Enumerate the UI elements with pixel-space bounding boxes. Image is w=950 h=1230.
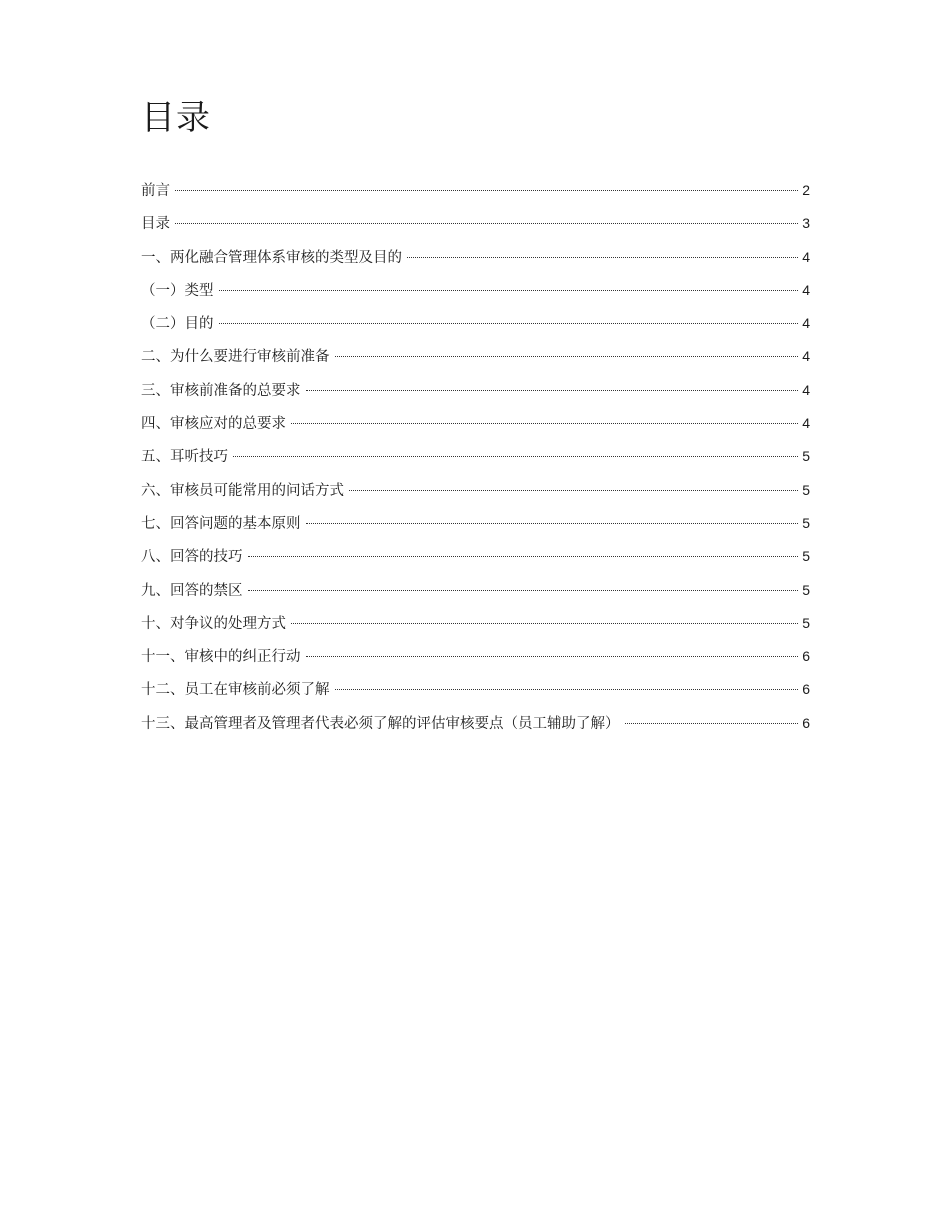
toc-entry-title: 十、对争议的处理方式 xyxy=(141,615,286,632)
toc-entry-title: 七、回答问题的基本原则 xyxy=(141,515,301,532)
toc-dot-leader xyxy=(335,356,799,357)
table-of-contents xyxy=(141,177,810,743)
toc-entry[interactable] xyxy=(141,277,810,310)
toc-entry[interactable] xyxy=(141,377,810,410)
toc-dot-leader xyxy=(625,723,799,724)
toc-dot-leader xyxy=(219,290,799,291)
toc-dot-leader xyxy=(407,257,798,258)
toc-entry[interactable] xyxy=(141,177,810,210)
toc-dot-leader xyxy=(306,390,799,391)
toc-dot-leader xyxy=(233,456,798,457)
toc-page-number: 6 xyxy=(802,648,810,665)
toc-page-number: 5 xyxy=(802,581,810,598)
toc-page-number: 5 xyxy=(802,614,810,631)
toc-entry[interactable] xyxy=(141,710,810,743)
toc-entry[interactable] xyxy=(141,610,810,643)
toc-page-number: 4 xyxy=(802,248,810,265)
toc-page-number: 3 xyxy=(802,215,810,232)
toc-page-number: 5 xyxy=(802,514,810,531)
toc-dot-leader xyxy=(175,223,798,224)
toc-entry[interactable] xyxy=(141,643,810,676)
toc-entry-title: 八、回答的技巧 xyxy=(141,549,243,566)
toc-page-number: 6 xyxy=(802,681,810,698)
toc-page-number: 5 xyxy=(802,481,810,498)
toc-dot-leader xyxy=(306,523,799,524)
toc-page-number: 5 xyxy=(802,548,810,565)
toc-entry[interactable] xyxy=(141,510,810,543)
toc-dot-leader xyxy=(219,323,799,324)
toc-entry-title: （二）目的 xyxy=(141,316,214,333)
toc-entry-title: 十一、审核中的纠正行动 xyxy=(141,649,301,666)
toc-dot-leader xyxy=(175,190,798,191)
toc-entry[interactable] xyxy=(141,676,810,709)
toc-entry[interactable] xyxy=(141,543,810,576)
toc-entry-title: 九、回答的禁区 xyxy=(141,582,243,599)
toc-page-number: 4 xyxy=(802,348,810,365)
toc-entry-title: 五、耳听技巧 xyxy=(141,449,228,466)
toc-entry[interactable] xyxy=(141,244,810,277)
toc-dot-leader xyxy=(291,423,798,424)
toc-entry-title: 十二、员工在审核前必须了解 xyxy=(141,682,330,699)
toc-entry-title: 目录 xyxy=(141,216,170,233)
toc-dot-leader xyxy=(248,556,799,557)
toc-page-number: 4 xyxy=(802,281,810,298)
toc-entry[interactable] xyxy=(141,577,810,610)
toc-page-number: 4 xyxy=(802,415,810,432)
toc-page-number: 4 xyxy=(802,315,810,332)
toc-entry[interactable] xyxy=(141,443,810,476)
toc-entry[interactable] xyxy=(141,210,810,243)
toc-entry-title: 一、两化融合管理体系审核的类型及目的 xyxy=(141,249,402,266)
toc-page-number: 4 xyxy=(802,381,810,398)
toc-dot-leader xyxy=(349,490,798,491)
toc-entry[interactable] xyxy=(141,410,810,443)
toc-entry[interactable] xyxy=(141,343,810,376)
toc-dot-leader xyxy=(248,590,799,591)
toc-entry-title: 十三、最高管理者及管理者代表必须了解的评估审核要点（员工辅助了解） xyxy=(141,715,620,732)
toc-entry-title: 四、审核应对的总要求 xyxy=(141,416,286,433)
toc-page-number: 5 xyxy=(802,448,810,465)
toc-entry[interactable] xyxy=(141,477,810,510)
toc-page-number: 2 xyxy=(802,182,810,198)
toc-entry-title: 六、审核员可能常用的问话方式 xyxy=(141,482,344,499)
toc-entry-title: 二、为什么要进行审核前准备 xyxy=(141,349,330,366)
toc-dot-leader xyxy=(291,623,798,624)
toc-entry-title: （一）类型 xyxy=(141,282,214,299)
toc-entry-title: 前言 xyxy=(141,183,170,199)
toc-page-number: 6 xyxy=(802,714,810,731)
toc-dot-leader xyxy=(306,656,799,657)
page-title: 目录 xyxy=(141,98,211,138)
toc-entry-title: 三、审核前准备的总要求 xyxy=(141,382,301,399)
toc-entry[interactable] xyxy=(141,310,810,343)
toc-dot-leader xyxy=(335,689,799,690)
